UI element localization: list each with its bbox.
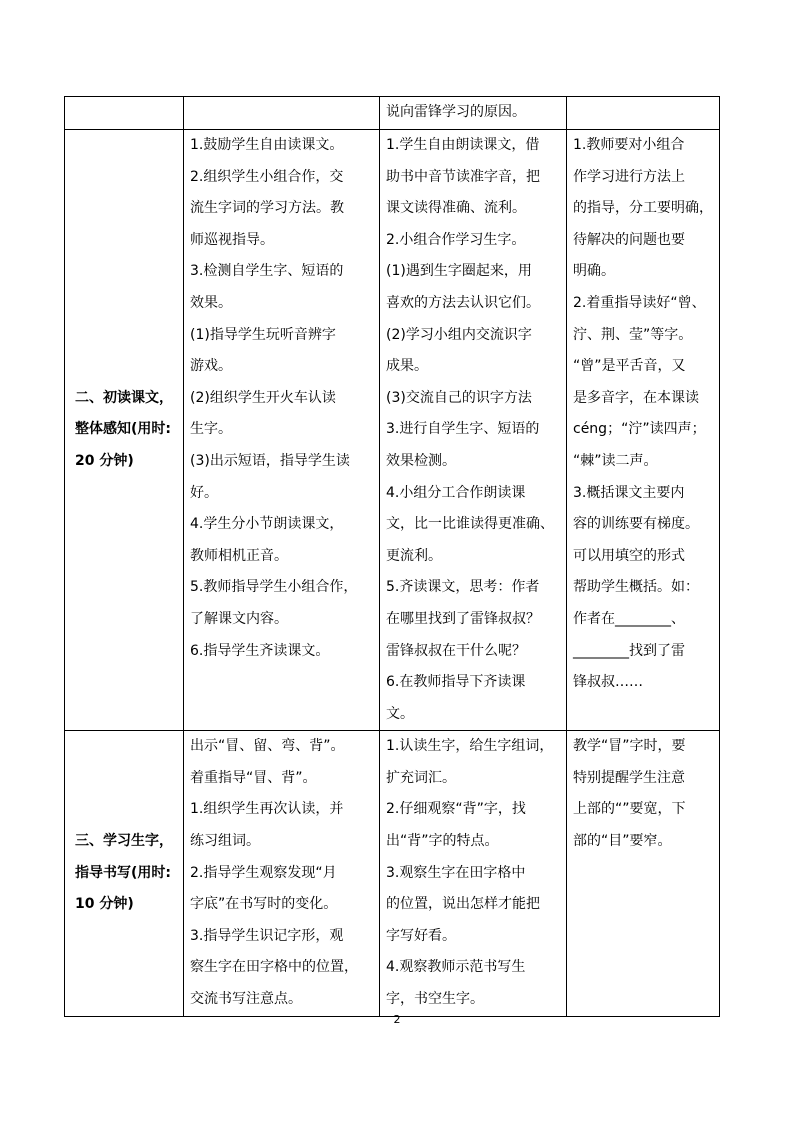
cell-line: 特别提醒学生注意 [573,769,685,786]
cell-line: 2.小组合作学习生字。 [386,231,526,248]
cell-line: 5.齐读课文，思考：作者 [386,579,540,596]
cell-line: 6.在教师指导下齐读课 [386,674,526,691]
cell-line: 指导书写(用时: [75,864,171,881]
cell-line: céng；“泞”读四声； [573,421,706,438]
cell-line: 教师相机正音。 [190,547,288,564]
cell-line: 扩充词汇。 [386,769,456,786]
cell-line: 明确。 [573,263,615,280]
cell-line: 3.检测自学生字、短语的 [190,263,344,280]
cell-line: 教学“冒”字时，要 [573,738,686,755]
cell-line: 成果。 [386,358,428,375]
teacher-activity-cell [184,130,380,731]
cell-line: 二、初读课文， [75,389,173,406]
cell-line: 作学习进行方法上 [573,168,685,185]
cell-line: 雷锋叔叔在干什么呢？ [386,642,526,659]
cell-line: (3)出示短语，指导学生读 [190,452,350,469]
cell-line: 交流书写注意点。 [190,991,302,1008]
cell-line: 3.概括课文主要内 [573,484,685,501]
cell-line: 帮助学生概括。如： [573,579,699,596]
cell-line: 喜欢的方法去认识它们。 [386,294,540,311]
cell-line: 效果检测。 [386,452,456,469]
cell-line: (1)遇到生字圈起来，用 [386,263,532,280]
page-number: 2 [393,1013,401,1026]
cell-line: 是多音字，在本课读 [573,389,699,406]
cell-line: 整体感知(用时: [75,421,171,438]
design-notes-cell [567,130,720,731]
cell-line: 课文读得准确、流利。 [386,200,526,217]
cell-line: 在哪里找到了雷锋叔叔？ [386,610,540,627]
cell-line: 泞、荆、莹”等字。 [573,326,693,343]
cell-line: 1.鼓励学生自由读课文。 [190,137,344,153]
cell-line: 生字。 [190,421,232,438]
cell-line: (3)交流自己的识字方法 [386,389,532,406]
cell-line: 三、学习生字， [75,833,173,850]
cell-line: 的位置，说出怎样才能把 [386,896,540,913]
cell-line: (2)学习小组内交流识字 [386,326,532,343]
design-notes-cell [567,97,720,130]
cell-line: 师巡视指导。 [190,231,274,248]
student-activity-cell [380,97,567,130]
design-notes-cell [567,731,720,1016]
cell-line: 察生字在田字格中的位置， [190,959,358,976]
cell-line: 着重指导“冒、背”。 [190,769,317,786]
cell-line: 2.仔细观察“背”字，找 [386,801,526,818]
cell-line: (1)指导学生玩听音辨字 [190,326,336,343]
student-activity-cell [380,130,567,731]
cell-line: 更流利。 [386,547,442,564]
cell-line: 2.着重指导读好“曾、 [573,294,706,311]
cell-line: 上部的“”要宽，下 [573,801,686,818]
cell-line: 10 分钟) [75,896,134,913]
student-activity-cell [380,731,567,1016]
cell-line: 4.观察教师示范书写生 [386,959,526,976]
cell-line: 游戏。 [190,358,232,375]
cell-line: 1.教师要对小组合 [573,137,685,153]
cell-line: “曾”是平舌音，又 [573,358,686,375]
teacher-activity-cell [184,97,380,130]
cell-line: 3.进行自学生字、短语的 [386,421,540,438]
cell-line: 6.指导学生齐读课文。 [190,642,330,659]
stage-cell [65,97,184,130]
cell-line: 文，比一比谁读得更准确、 [386,516,554,533]
cell-line: 部的“目”要窄。 [573,833,672,850]
cell-line: 2.指导学生观察发现“月 [190,864,337,881]
cell-line: 可以用填空的形式 [573,547,685,564]
cell-line: 好。 [190,484,218,501]
cell-line: 出示“冒、留、弯、背”。 [190,738,345,755]
cell-line: 作者在________、 [573,610,685,627]
teacher-activity-cell [184,731,380,1016]
cell-line: 1.学生自由朗读课文，借 [386,137,540,153]
cell-line: 5.教师指导学生小组合作， [190,579,358,596]
cell-line: 20 分钟) [75,452,134,469]
lesson-plan-table [64,96,720,1017]
cell-line: 助书中音节读准字音，把 [386,168,540,185]
stage-cell [65,130,184,731]
cell-line: 效果。 [190,294,232,311]
cell-line: 的指导，分工要明确， [573,200,713,217]
cell-line: 流生字词的学习方法。教 [190,200,344,217]
cell-line: 字写好看。 [386,927,456,944]
cell-line: 容的训练要有梯度。 [573,516,699,533]
cell-line: 出“背”字的特点。 [386,833,499,850]
cell-line: 字，书空生字。 [386,991,484,1008]
table-row [65,731,720,1016]
cell-line: 3.指导学生识记字形，观 [190,927,344,944]
cell-line: 文。 [386,705,414,722]
table-row [65,97,720,130]
cell-line: (2)组织学生开火车认读 [190,389,336,406]
cell-line: 锋叔叔…… [573,674,643,691]
cell-line: 字底”在书写时的变化。 [190,896,338,913]
cell-line: 说向雷锋学习的原因。 [386,104,526,120]
table-row [65,130,720,731]
cell-line: “棘”读二声。 [573,452,658,469]
cell-line: 4.小组分工合作朗读课 [386,484,526,501]
cell-line: 了解课文内容。 [190,610,288,627]
cell-line: 2.组织学生小组合作，交 [190,168,344,185]
cell-line: 待解决的问题也要 [573,231,685,248]
cell-line: 1.认读生字，给生字组词， [386,738,554,755]
cell-line: 4.学生分小节朗读课文， [190,516,344,533]
cell-line: 练习组词。 [190,833,260,850]
cell-line: 3.观察生字在田字格中 [386,864,526,881]
stage-cell [65,731,184,1016]
cell-line: 1.组织学生再次认读，并 [190,801,344,818]
cell-line: ________找到了雷 [573,642,685,659]
